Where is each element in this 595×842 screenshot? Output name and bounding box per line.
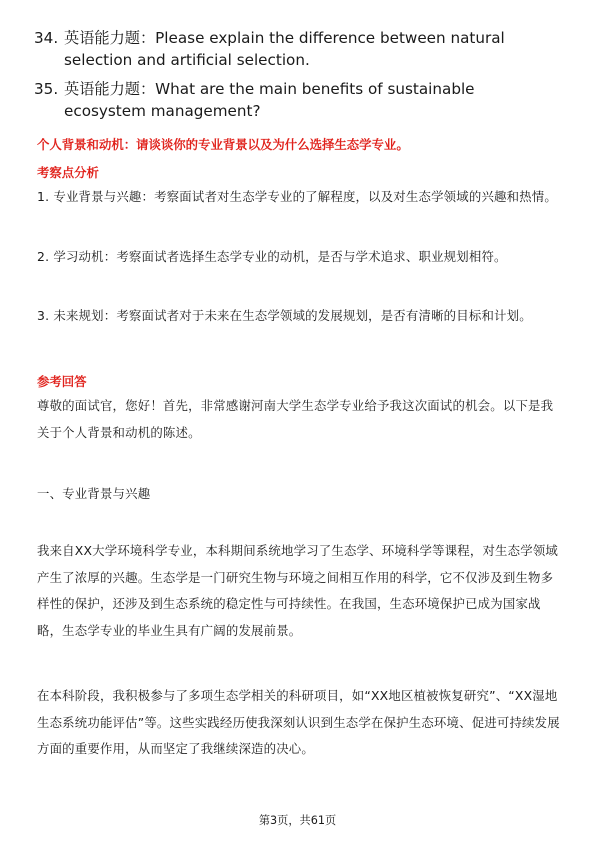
page-number: 第3页，共61页 bbox=[258, 814, 337, 827]
answer-intro: 尊敬的面试官，您好！首先，非常感谢河南大学生态学专业给予我这次面试的机会。以下是我关于个人背景和动机的陈述。 bbox=[37, 398, 554, 440]
answer-paragraph: 在本科阶段，我积极参与了多项生态学相关的科研项目，如“XX地区植被恢复研究”、“XX湿地生态系统功能评估”等。这些实践经历使我深刻认识到生态学在保护生态环境、促进可持续发展方面的重要作用，从而坚定了我继续深造的决心。 bbox=[37, 688, 560, 756]
answer-heading: 参考回答 bbox=[37, 374, 87, 389]
analysis-item: 2. 学习动机：考察面试者选择生态学专业的动机，是否与学术追求、职业规划相符。 bbox=[37, 249, 507, 264]
analysis-heading: 考察点分析 bbox=[37, 165, 99, 180]
question-number: 35. bbox=[34, 80, 59, 98]
question-text: 英语能力题：What are the main benefits of sustainable ecosystem management? bbox=[64, 80, 475, 120]
analysis-item: 3. 未来规划：考察面试者对于未来在生态学领域的发展规划，是否有清晰的目标和计划。 bbox=[37, 308, 532, 323]
question-item bbox=[34, 78, 554, 122]
main-question: 个人背景和动机：请谈谈你的专业背景以及为什么选择生态学专业。 bbox=[37, 137, 409, 152]
question-item bbox=[34, 27, 554, 71]
answer-paragraph: 我来自XX大学环境科学专业，本科期间系统地学习了生态学、环境科学等课程，对生态学领域产生了浓厚的兴趣。生态学是一门研究生物与环境之间相互作用的科学，它不仅涉及到生物多样性的保护，还涉及到生态系统的稳定性与可持续性。在我国，生态环境保护已成为国家战略，生态学专业的毕业生具有广阔的发展前景。 bbox=[37, 543, 559, 638]
analysis-item: 1. 专业背景与兴趣：考察面试者对生态学专业的了解程度，以及对生态学领域的兴趣和热情。 bbox=[37, 189, 557, 204]
section-title: 一、专业背景与兴趣 bbox=[37, 486, 151, 501]
question-number: 34. bbox=[34, 29, 59, 47]
question-text: 英语能力题：Please explain the difference between natural selection and artificial selection. bbox=[64, 29, 505, 69]
